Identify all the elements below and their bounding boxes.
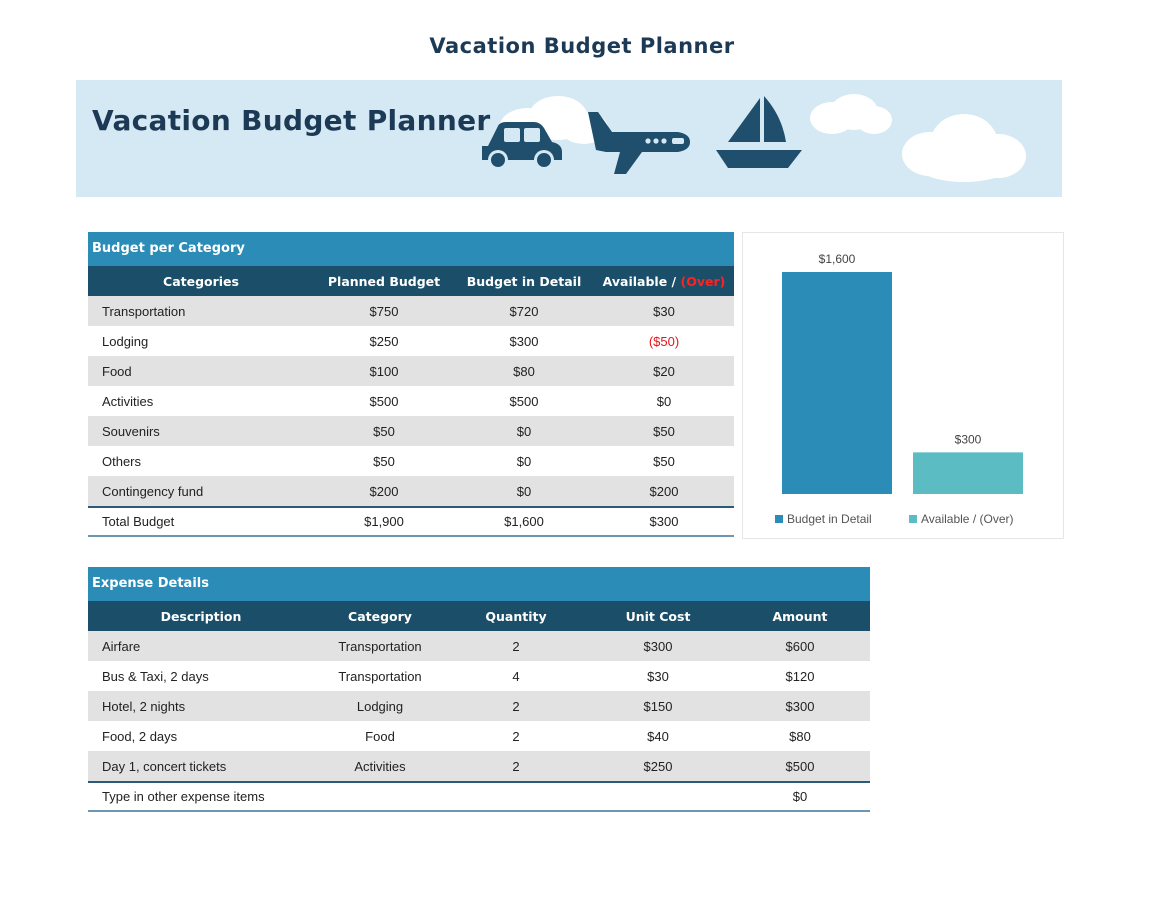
table-row xyxy=(88,691,870,721)
column-header: Budget in Detail xyxy=(466,273,582,289)
quantity-cell: 2 xyxy=(512,758,520,774)
table-row xyxy=(88,416,734,446)
table-row xyxy=(88,326,734,356)
description-cell: Food, 2 days xyxy=(102,728,178,744)
quantity-cell: 2 xyxy=(512,698,520,714)
detail-cell: $300 xyxy=(509,333,539,349)
planned-cell: $750 xyxy=(369,303,399,319)
planned-cell: $250 xyxy=(369,333,399,349)
footer-amount: $0 xyxy=(792,789,808,804)
total-row xyxy=(88,506,734,537)
category-cell: Others xyxy=(102,453,142,469)
total-available: $300 xyxy=(649,514,679,529)
planned-cell: $50 xyxy=(373,453,395,469)
category-cell: Lodging xyxy=(102,333,149,349)
airplane-icon xyxy=(586,110,692,176)
bar-value-label: $300 xyxy=(954,432,982,447)
available-cell: $0 xyxy=(656,393,672,409)
available-cell: $20 xyxy=(653,363,675,379)
budget-chart xyxy=(742,232,1064,539)
quantity-cell: 4 xyxy=(512,668,520,684)
column-header: Category xyxy=(348,608,412,624)
cloud-icon xyxy=(900,110,1028,184)
detail-cell: $0 xyxy=(516,483,532,499)
planned-cell: $500 xyxy=(369,393,399,409)
category-cell: Lodging xyxy=(356,698,404,714)
cloud-icon xyxy=(808,92,894,138)
total-label: Total Budget xyxy=(102,514,175,529)
planned-cell: $200 xyxy=(369,483,399,499)
table-row xyxy=(88,296,734,326)
total-detail: $1,600 xyxy=(504,514,544,529)
planned-cell: $100 xyxy=(369,363,399,379)
available-cell: $30 xyxy=(653,303,675,319)
category-cell: Food xyxy=(102,363,132,379)
column-header-over: (Over) xyxy=(680,273,726,289)
category-cell: Transportation xyxy=(338,668,422,684)
unit-cost-cell: $150 xyxy=(643,698,673,714)
bar-value-label: $1,600 xyxy=(818,252,856,266)
category-cell: Activities xyxy=(102,393,154,409)
table-row xyxy=(88,751,870,781)
available-cell: ($50) xyxy=(648,333,680,349)
amount-cell: $120 xyxy=(785,668,815,684)
expense-table-columns xyxy=(88,601,870,631)
bar-budget-in-detail xyxy=(782,272,892,494)
column-header: Unit Cost xyxy=(625,608,691,624)
amount-cell: $80 xyxy=(789,728,811,744)
legend-swatch xyxy=(775,515,783,523)
unit-cost-cell: $250 xyxy=(643,758,673,774)
planned-cell: $50 xyxy=(373,423,395,439)
sailboat-icon xyxy=(714,96,806,172)
column-header: Quantity xyxy=(485,608,547,624)
expense-table-header: Expense Details xyxy=(88,567,870,601)
expense-table xyxy=(88,567,870,812)
category-cell: Contingency fund xyxy=(102,483,204,499)
legend-label: Available / (Over) xyxy=(921,512,1014,526)
expense-footer-row[interactable] xyxy=(88,781,870,812)
column-header: Description xyxy=(160,608,242,624)
category-cell: Souvenirs xyxy=(102,423,160,439)
amount-cell: $300 xyxy=(785,698,815,714)
table-row xyxy=(88,446,734,476)
unit-cost-cell: $300 xyxy=(643,638,673,654)
category-cell: Transportation xyxy=(102,303,186,319)
category-cell: Activities xyxy=(354,758,406,774)
page-title: Vacation Budget Planner xyxy=(429,34,735,58)
detail-cell: $720 xyxy=(509,303,539,319)
detail-cell: $500 xyxy=(509,393,539,409)
table-row xyxy=(88,476,734,506)
detail-cell: $0 xyxy=(516,423,532,439)
column-header: Categories xyxy=(163,273,239,289)
description-cell: Bus & Taxi, 2 days xyxy=(102,668,209,684)
banner xyxy=(76,80,1062,197)
detail-cell: $80 xyxy=(513,363,535,379)
table-row xyxy=(88,721,870,751)
car-icon xyxy=(478,120,566,172)
budget-table-columns xyxy=(88,266,734,296)
category-cell: Transportation xyxy=(338,638,422,654)
category-cell: Food xyxy=(365,728,395,744)
available-cell: $200 xyxy=(649,483,679,499)
new-expense-prompt[interactable]: Type in other expense items xyxy=(102,789,265,804)
chart-svg xyxy=(743,233,1063,538)
column-header-available: Available / xyxy=(602,273,677,289)
legend-swatch xyxy=(909,515,917,523)
budget-table-header: Budget per Category xyxy=(88,232,734,266)
table-row xyxy=(88,631,870,661)
amount-cell: $600 xyxy=(785,638,815,654)
table-row xyxy=(88,356,734,386)
table-row xyxy=(88,386,734,416)
total-planned: $1,900 xyxy=(364,514,404,529)
unit-cost-cell: $30 xyxy=(647,668,669,684)
available-cell: $50 xyxy=(653,453,675,469)
amount-cell: $500 xyxy=(785,758,815,774)
column-header: Planned Budget xyxy=(327,273,441,289)
available-cell: $50 xyxy=(653,423,675,439)
quantity-cell: 2 xyxy=(512,728,520,744)
table-row xyxy=(88,661,870,691)
banner-title: Vacation Budget Planner xyxy=(92,104,491,137)
unit-cost-cell: $40 xyxy=(647,728,669,744)
description-cell: Hotel, 2 nights xyxy=(102,698,186,714)
quantity-cell: 2 xyxy=(512,638,520,654)
description-cell: Day 1, concert tickets xyxy=(102,758,227,774)
description-cell: Airfare xyxy=(102,638,141,654)
column-header: Amount xyxy=(772,608,828,624)
bar-available-over xyxy=(913,452,1023,494)
detail-cell: $0 xyxy=(516,453,532,469)
budget-table xyxy=(88,232,734,537)
column-header xyxy=(594,274,734,289)
legend-label: Budget in Detail xyxy=(787,512,872,526)
